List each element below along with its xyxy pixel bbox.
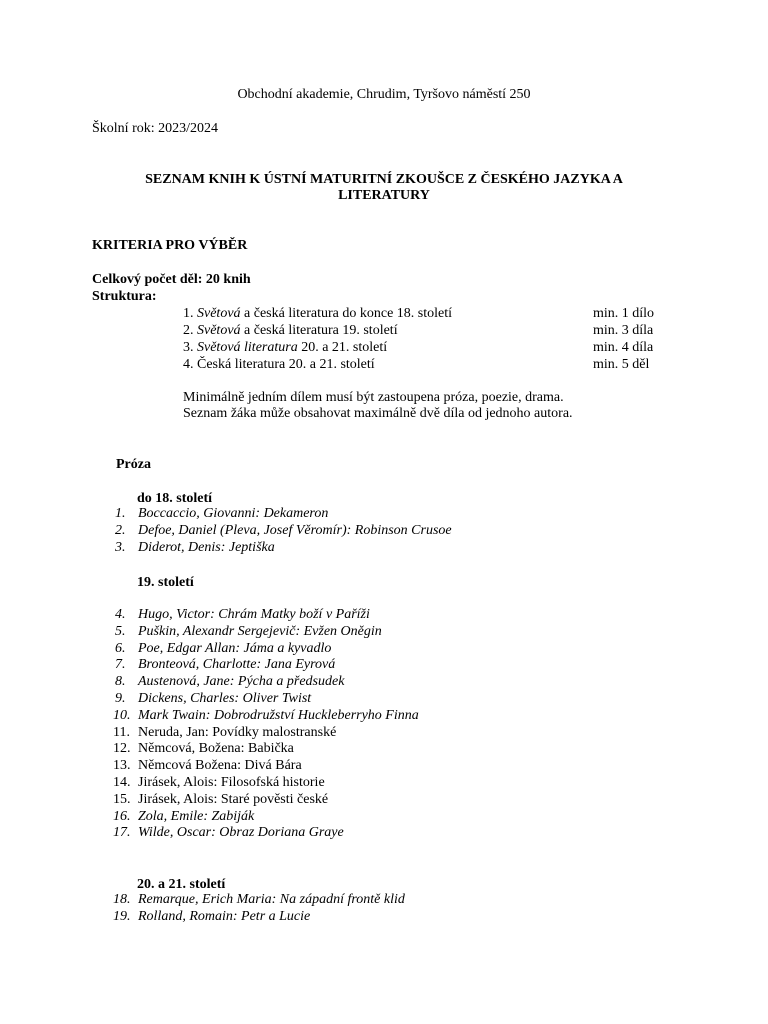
book-list-20th-21st-century (113, 892, 405, 926)
section-title-19th-century: 19. století (137, 575, 194, 590)
book-list-item (113, 641, 419, 658)
book-title: Austenová, Jane: Pýcha a předsudek (138, 674, 345, 690)
book-list-item (113, 506, 452, 523)
criteria-note-genres: Minimálně jedním dílem musí být zastoupena próza, poezie, drama. (183, 390, 564, 405)
section-title-20th-21st-century: 20. a 21. století (137, 877, 226, 892)
book-list-item (113, 607, 419, 624)
criteria-row-italic-text: Světová (197, 323, 241, 338)
book-list-19th-century (113, 607, 419, 842)
structure-label: Struktura: (92, 289, 157, 304)
book-title: Jirásek, Alois: Filosofská historie (138, 774, 325, 790)
prose-heading: Próza (116, 457, 151, 472)
book-title: Bronteová, Charlotte: Jana Eyrová (138, 657, 336, 673)
book-number: 1. (115, 506, 126, 521)
book-title: Defoe, Daniel (Pleva, Josef Věromír): Robinson Crusoe (138, 522, 452, 538)
book-number: 5. (115, 623, 126, 639)
book-number: 15. (113, 791, 131, 807)
criteria-row (183, 305, 663, 322)
book-number: 14. (113, 774, 131, 790)
criteria-row-number: 1. (183, 306, 197, 321)
book-number: 3. (115, 539, 126, 555)
criteria-row-italic-text: Světová literatura (197, 340, 298, 355)
section-title-18th-century: do 18. století (137, 491, 213, 506)
book-title: Jirásek, Alois: Staré pověsti české (138, 791, 329, 807)
criteria-row-number: 4. (183, 357, 197, 372)
book-list-item (113, 792, 419, 809)
book-list-item (113, 708, 419, 725)
book-title: Puškin, Alexandr Sergejevič: Evžen Oněgin (138, 623, 382, 639)
school-year: Školní rok: 2023/2024 (92, 121, 219, 136)
criteria-row-text: a česká literatura do konce 18. století (240, 306, 453, 321)
criteria-row-text: a česká literatura 19. století (240, 323, 398, 338)
book-list-item (113, 725, 419, 742)
book-list-item (113, 758, 419, 775)
book-list-item (113, 624, 419, 641)
book-number: 11. (113, 724, 130, 740)
book-number: 19. (113, 908, 131, 924)
book-title: Mark Twain: Dobrodružství Huckleberryho Finna (138, 707, 419, 723)
book-list-item (113, 909, 405, 926)
criteria-row-requirement: min. 3 díla (593, 323, 654, 338)
book-list-item (113, 540, 452, 557)
book-number: 4. (115, 607, 126, 622)
book-title: Rolland, Romain: Petr a Lucie (138, 908, 311, 924)
book-number: 12. (113, 741, 131, 757)
book-list-item (113, 674, 419, 691)
book-list-item (113, 741, 419, 758)
book-number: 18. (113, 892, 131, 907)
criteria-row-text: Česká literatura 20. a 21. století (197, 357, 375, 372)
criteria-row-number: 2. (183, 323, 197, 338)
book-title: Dickens, Charles: Oliver Twist (138, 690, 312, 706)
book-list-item (113, 775, 419, 792)
book-number: 16. (113, 808, 131, 824)
criteria-row-text: 20. a 21. století (297, 340, 388, 355)
book-number: 2. (115, 522, 126, 538)
criteria-row-italic-text: Světová (197, 306, 241, 321)
total-count: Celkový počet děl: 20 knih (92, 272, 251, 287)
book-title: Němcová Božena: Divá Bára (138, 758, 302, 774)
book-number: 9. (115, 690, 126, 706)
book-title: Poe, Edgar Allan: Jáma a kyvadlo (138, 640, 332, 656)
document-title-line1: SEZNAM KNIH K ÚSTNÍ MATURITNÍ ZKOUŠCE Z ČESKÉHO JAZYKA A (145, 172, 623, 187)
book-title: Diderot, Denis: Jeptiška (138, 539, 275, 555)
book-number: 6. (115, 640, 126, 656)
book-number: 10. (113, 707, 131, 723)
book-title: Boccaccio, Giovanni: Dekameron (138, 506, 329, 521)
criteria-row (183, 339, 663, 356)
book-title: Hugo, Victor: Chrám Matky boží v Paříži (138, 607, 370, 622)
criteria-heading: KRITERIA PRO VÝBĚR (92, 238, 248, 253)
book-list-18th-century (113, 506, 452, 556)
criteria-row-requirement: min. 4 díla (593, 340, 654, 355)
criteria-row (183, 322, 663, 339)
criteria-row-number: 3. (183, 340, 197, 355)
book-number: 13. (113, 758, 131, 774)
book-title: Neruda, Jan: Povídky malostranské (138, 724, 337, 740)
book-number: 8. (115, 674, 126, 690)
criteria-row-requirement: min. 5 děl (593, 357, 650, 372)
criteria-row (183, 356, 663, 373)
criteria-row-requirement: min. 1 dílo (593, 306, 655, 321)
book-title: Němcová, Božena: Babička (138, 741, 294, 757)
book-list-item (113, 825, 419, 842)
book-title: Wilde, Oscar: Obraz Doriana Graye (138, 825, 344, 841)
book-list-item (113, 523, 452, 540)
book-number: 17. (113, 825, 131, 841)
book-list-item (113, 657, 419, 674)
book-list-item (113, 892, 405, 909)
document-title-line2: LITERATURY (338, 188, 430, 203)
school-name: Obchodní akademie, Chrudim, Tyršovo náměstí 250 (237, 87, 531, 102)
book-list-item (113, 809, 419, 826)
book-title: Zola, Emile: Zabiják (138, 808, 255, 824)
book-title: Remarque, Erich Maria: Na západní frontě klid (138, 892, 405, 907)
book-number: 7. (115, 657, 126, 673)
criteria-note-authors: Seznam žáka může obsahovat maximálně dvě díla od jednoho autora. (183, 406, 573, 421)
book-list-item (113, 691, 419, 708)
